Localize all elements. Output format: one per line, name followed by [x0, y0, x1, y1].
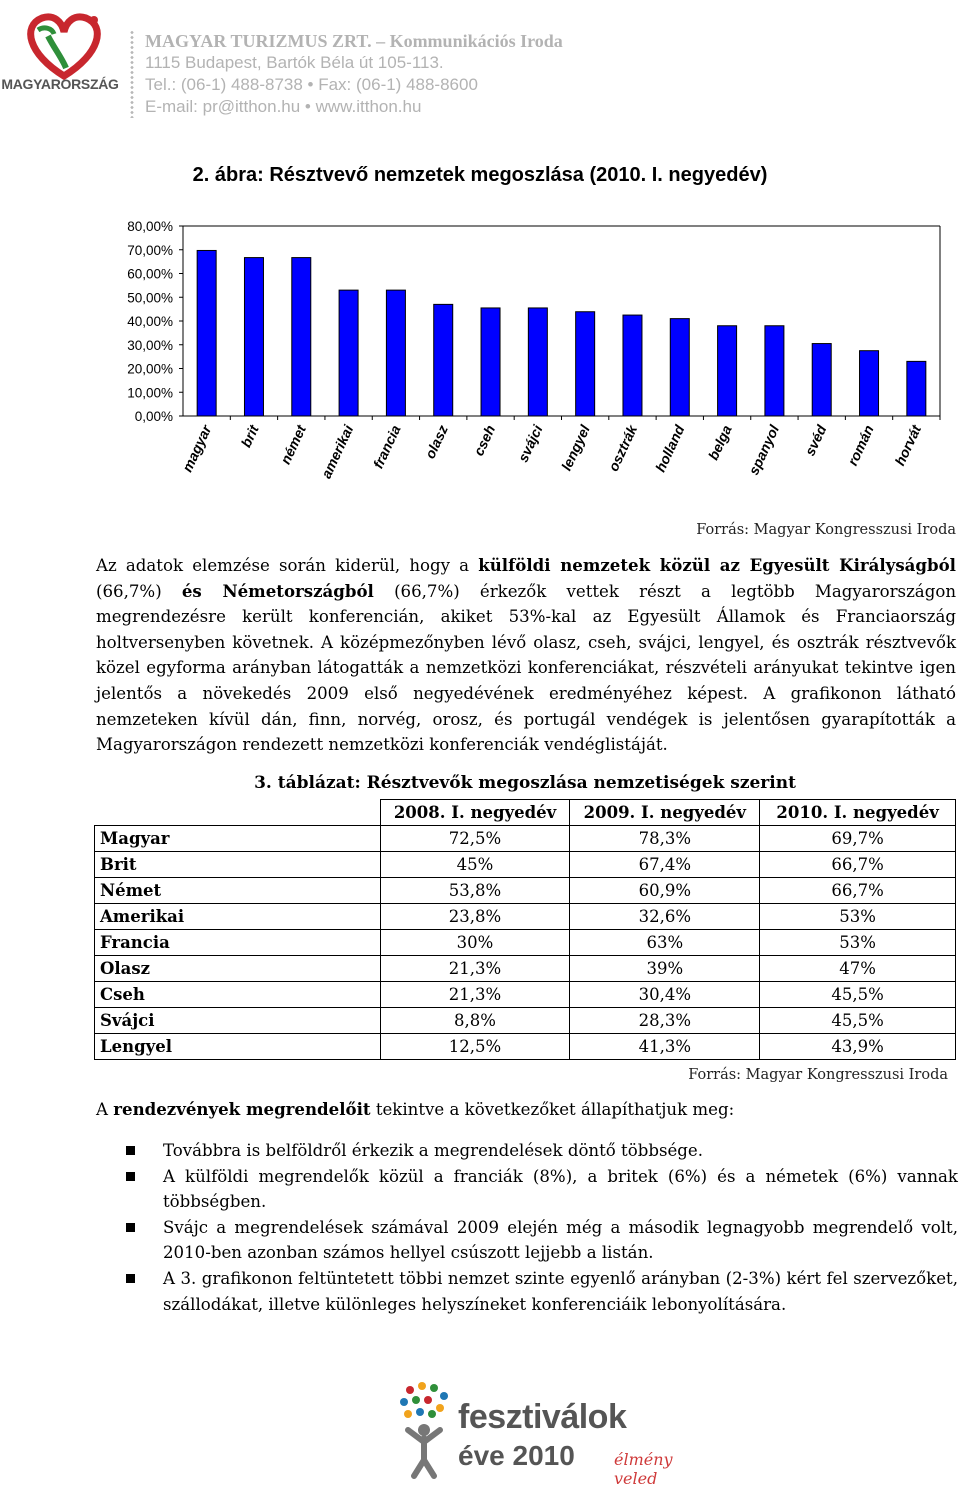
- chart-source: Forrás: Magyar Kongresszusi Iroda: [696, 522, 956, 538]
- para-text-3: (66,7%) érkezők vettek részt a legtöbb Magyarországon megrendezésre került konferencián, akiket 53%-kal az Egyesült Államok és Franciaország holtversenyben követnek. A középmezőnyben lévő olasz, cseh, svájci, lengyel, és osztrák résztvevők közel egyforma arányban látogatták a nemzetközi konferenciákat, részvételi arányukat tekintve igen jelentős a növekedés 2009 első negyedévének eredményéhez képest. A grafikonon látható nemzeteken kívül dán, finn, norvég, orosz, és portugál vendégek is jelentősen gyarapították a Magyarországon rendezett nemzetközi konferenciák vendéglistáját.: [96, 581, 957, 755]
- list-item-text: Svájc a megrendelések számával 2009 elején még a második legnagyobb megrendelő volt, 2010-ben azonban számos hellyel csúszott lejjebb a listán.: [163, 1217, 958, 1263]
- bar: [670, 319, 689, 416]
- bar: [623, 315, 642, 416]
- y-tick-label: 30,00%: [127, 337, 173, 353]
- x-tick-label: amerikai: [317, 422, 357, 481]
- org-info: [145, 30, 563, 118]
- row-nationality: Olasz: [95, 956, 381, 982]
- table-corner: [95, 800, 381, 826]
- x-tick-label: román: [844, 422, 877, 469]
- row-value: 53%: [760, 930, 956, 956]
- x-tick-label: spanyol: [745, 422, 783, 478]
- x-tick-label: olasz: [421, 422, 451, 462]
- bar: [576, 312, 595, 416]
- bar: [860, 351, 879, 416]
- x-tick-label: svájci: [514, 422, 546, 465]
- x-tick-label: francia: [369, 422, 404, 471]
- chart-title: 2. ábra: Résztvevő nemzetek megoszlása (2010. I. negyedév): [192, 164, 768, 186]
- row-value: 47%: [760, 956, 956, 982]
- table-row: [95, 930, 956, 956]
- y-tick-label: 80,00%: [127, 219, 173, 234]
- x-tick-label: lengyel: [557, 422, 593, 473]
- x-tick-label: svéd: [801, 422, 830, 459]
- org-email: E-mail: pr@itthon.hu • www.itthon.hu: [145, 97, 422, 116]
- table-row: [95, 1034, 956, 1060]
- org-name: MAGYAR TURIZMUS ZRT. – Kommunikációs Iroda: [145, 31, 563, 51]
- row-value: 32,6%: [570, 904, 760, 930]
- list-item: [96, 1266, 958, 1317]
- row-nationality: Német: [95, 878, 381, 904]
- table-row: [95, 852, 956, 878]
- row-value: 69,7%: [760, 826, 956, 852]
- table-header-row: [95, 800, 956, 826]
- footer-line-2: éve 2010: [458, 1440, 575, 1471]
- list-item-text: A 3. grafikonon feltüntetett többi nemzet szinte egyenlő arányban (2-3%) kért fel szervezőket, szállodákat, illetve különleges helyszíneket konferenciáik lebonyolítására.: [163, 1268, 958, 1314]
- y-tick-label: 70,00%: [127, 242, 173, 258]
- table-row: [95, 956, 956, 982]
- orders-intro: [96, 1099, 734, 1119]
- x-tick-label: magyar: [178, 422, 215, 475]
- orders-list: [96, 1138, 958, 1317]
- list-item: [96, 1138, 958, 1164]
- row-value: 72,5%: [380, 826, 570, 852]
- bar-chart: [0, 200, 960, 520]
- bar: [765, 326, 784, 416]
- row-value: 28,3%: [570, 1008, 760, 1034]
- row-value: 53%: [760, 904, 956, 930]
- bar: [907, 361, 926, 416]
- x-tick-label: holland: [651, 422, 688, 475]
- table-row: [95, 982, 956, 1008]
- row-value: 43,9%: [760, 1034, 956, 1060]
- festival-year-logo: [396, 1380, 696, 1488]
- bar: [528, 308, 547, 416]
- row-value: 12,5%: [380, 1034, 570, 1060]
- row-value: 67,4%: [570, 852, 760, 878]
- para-bold-2: és Németországból: [181, 580, 374, 601]
- row-nationality: Amerikai: [95, 904, 381, 930]
- row-value: 53,8%: [380, 878, 570, 904]
- x-tick-label: osztrák: [604, 422, 641, 474]
- bar: [386, 290, 405, 416]
- row-value: 39%: [570, 956, 760, 982]
- bar: [244, 258, 263, 416]
- row-value: 8,8%: [380, 1008, 570, 1034]
- bullet-square-icon: [126, 1146, 135, 1155]
- row-value: 60,9%: [570, 878, 760, 904]
- table-source: Forrás: Magyar Kongresszusi Iroda: [688, 1067, 948, 1083]
- heart-logo-icon: [8, 6, 120, 84]
- col-header: 2008. I. negyedév: [380, 800, 570, 826]
- row-value: 41,3%: [570, 1034, 760, 1060]
- analysis-paragraph: [96, 553, 956, 758]
- x-tick-label: belga: [704, 422, 735, 463]
- row-value: 30,4%: [570, 982, 760, 1008]
- bullet-square-icon: [126, 1274, 135, 1283]
- table-row: [95, 1008, 956, 1034]
- intro-text-c: tekintve a következőket állapíthatjuk meg:: [370, 1100, 735, 1119]
- table-title: 3. táblázat: Résztvevők megoszlása nemzetiségek szerint: [254, 773, 796, 793]
- list-item-text: Továbbra is belföldről érkezik a megrendelések döntő többsége.: [163, 1141, 704, 1160]
- nationality-table: [94, 799, 956, 1060]
- header-divider: [130, 30, 134, 118]
- row-nationality: Cseh: [95, 982, 381, 1008]
- table-row: [95, 826, 956, 852]
- col-header: 2010. I. negyedév: [760, 800, 956, 826]
- row-value: 66,7%: [760, 878, 956, 904]
- intro-text-a: A: [96, 1100, 114, 1119]
- row-value: 45,5%: [760, 1008, 956, 1034]
- list-item-text: A külföldi megrendelők közül a franciák (8%), a britek (6%) és a németek (6%) vannak többségben.: [163, 1166, 958, 1212]
- y-tick-label: 40,00%: [127, 314, 173, 329]
- bar: [339, 290, 358, 416]
- para-text-1: Az adatok elemzése során kiderül, hogy a: [96, 556, 479, 575]
- row-nationality: Magyar: [95, 826, 381, 852]
- x-tick-label: horvát: [891, 422, 925, 469]
- x-tick-label: brit: [237, 422, 262, 450]
- x-tick-label: német: [277, 422, 310, 467]
- bar: [481, 308, 500, 416]
- col-header: 2009. I. negyedév: [570, 800, 760, 826]
- table-row: [95, 878, 956, 904]
- row-value: 66,7%: [760, 852, 956, 878]
- y-tick-label: 60,00%: [127, 266, 173, 282]
- list-item: [96, 1164, 958, 1215]
- org-phone: Tel.: (06-1) 488-8738 • Fax: (06-1) 488-8600: [145, 75, 478, 94]
- row-nationality: Lengyel: [95, 1034, 381, 1060]
- row-value: 63%: [570, 930, 760, 956]
- para-bold-1: külföldi nemzetek közül az Egyesült Királyságból: [478, 555, 956, 575]
- y-tick-label: 50,00%: [127, 290, 173, 306]
- y-tick-label: 20,00%: [127, 361, 173, 377]
- row-nationality: Brit: [95, 852, 381, 878]
- x-tick-label: cseh: [470, 422, 499, 459]
- festival-figure-icon: [396, 1380, 456, 1480]
- y-tick-label: 10,00%: [127, 385, 173, 401]
- bar: [434, 304, 453, 416]
- org-address: 1115 Budapest, Bartók Béla út 105-113.: [145, 53, 444, 72]
- bar: [292, 258, 311, 416]
- footer-line-1: fesztiválok: [458, 1398, 627, 1436]
- footer-slogan: élmény veled: [614, 1450, 673, 1488]
- para-text-2: (66,7%): [96, 581, 182, 601]
- row-value: 45,5%: [760, 982, 956, 1008]
- row-value: 23,8%: [380, 904, 570, 930]
- row-value: 21,3%: [380, 956, 570, 982]
- table-row: [95, 904, 956, 930]
- row-value: 45%: [380, 852, 570, 878]
- logo-wordmark: MAGYARORSZÁG: [1, 76, 119, 92]
- row-nationality: Svájci: [95, 1008, 381, 1034]
- bar: [718, 326, 737, 416]
- bar: [812, 344, 831, 416]
- row-nationality: Francia: [95, 930, 381, 956]
- y-tick-label: 0,00%: [134, 409, 173, 424]
- row-value: 30%: [380, 930, 570, 956]
- list-item: [96, 1215, 958, 1266]
- bar: [197, 250, 216, 416]
- bullet-square-icon: [126, 1223, 135, 1232]
- intro-bold: rendezvények megrendelőit: [113, 1099, 371, 1119]
- bullet-square-icon: [126, 1172, 135, 1181]
- row-value: 78,3%: [570, 826, 760, 852]
- row-value: 21,3%: [380, 982, 570, 1008]
